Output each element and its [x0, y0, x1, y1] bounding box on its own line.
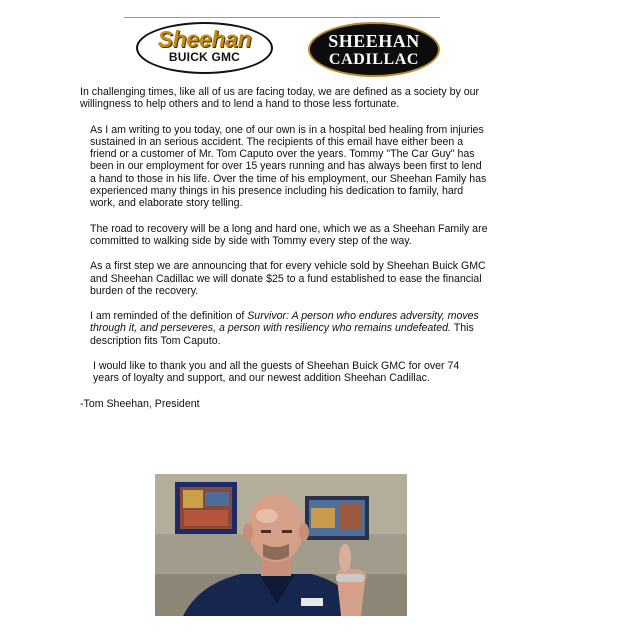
- buick-logo-subtitle: BUICK GMC: [168, 50, 241, 64]
- sheehan-cadillac-logo: [308, 22, 440, 77]
- paragraph-survivor: [80, 310, 488, 347]
- cadillac-logo-line1: SHEEHAN: [328, 31, 420, 51]
- cadillac-logo-line2: CADILLAC: [328, 51, 420, 68]
- signature: -Tom Sheehan, President: [80, 397, 200, 410]
- survivor-lead: I am reminded of the definition of: [90, 310, 248, 323]
- paragraph-thanks: I would like to thank you and all the guests of Sheehan Buick GMC for over 74 years of loyalty and support, and our newest addition Sheehan Cadillac.: [93, 360, 460, 385]
- paragraph-accident: As I am writing to you today, one of our own is in a hospital bed healing from injuries sustained in an serious accident. The recipients of this email have either been a friend or a customer of Mr. Tom Caputo over the years. Tommy "The Car Guy" has been in our employment for over 15 years running and has always been first to lend a hand to those in his life. Over the time of his employment, our Sheehan Family has experienced many things in his presence including his dedication to family, hard work, and elaborate story telling.: [90, 123, 487, 210]
- tom-caputo-photo: [155, 474, 407, 616]
- top-divider: [124, 17, 440, 18]
- survivor-definition: Survivor: A person who endures adversity, moves through it, and perseveres, a person with resiliency who remains undefeated.: [90, 310, 479, 335]
- sheehan-buick-gmc-logo: [136, 22, 273, 74]
- paragraph-intro: In challenging times, like all of us are facing today, we are defined as a society by our willingness to help others and to lend a hand to those less fortunate.: [80, 86, 480, 111]
- survivor-tail: This description fits Tom Caputo.: [90, 322, 474, 347]
- paragraph-donation: As a first step we are announcing that for every vehicle sold by Sheehan Buick GMC and Sheehan Cadillac we will donate $25 to a fund established to ease the financial burden of the recovery.: [90, 260, 486, 297]
- letter-body: [80, 86, 488, 423]
- paragraph-recovery: The road to recovery will be a long and hard one, which we as a Sheehan Family are committed to walking side by side with Tommy every step of the way.: [90, 222, 488, 247]
- buick-logo-brand: Sheehan: [157, 26, 252, 52]
